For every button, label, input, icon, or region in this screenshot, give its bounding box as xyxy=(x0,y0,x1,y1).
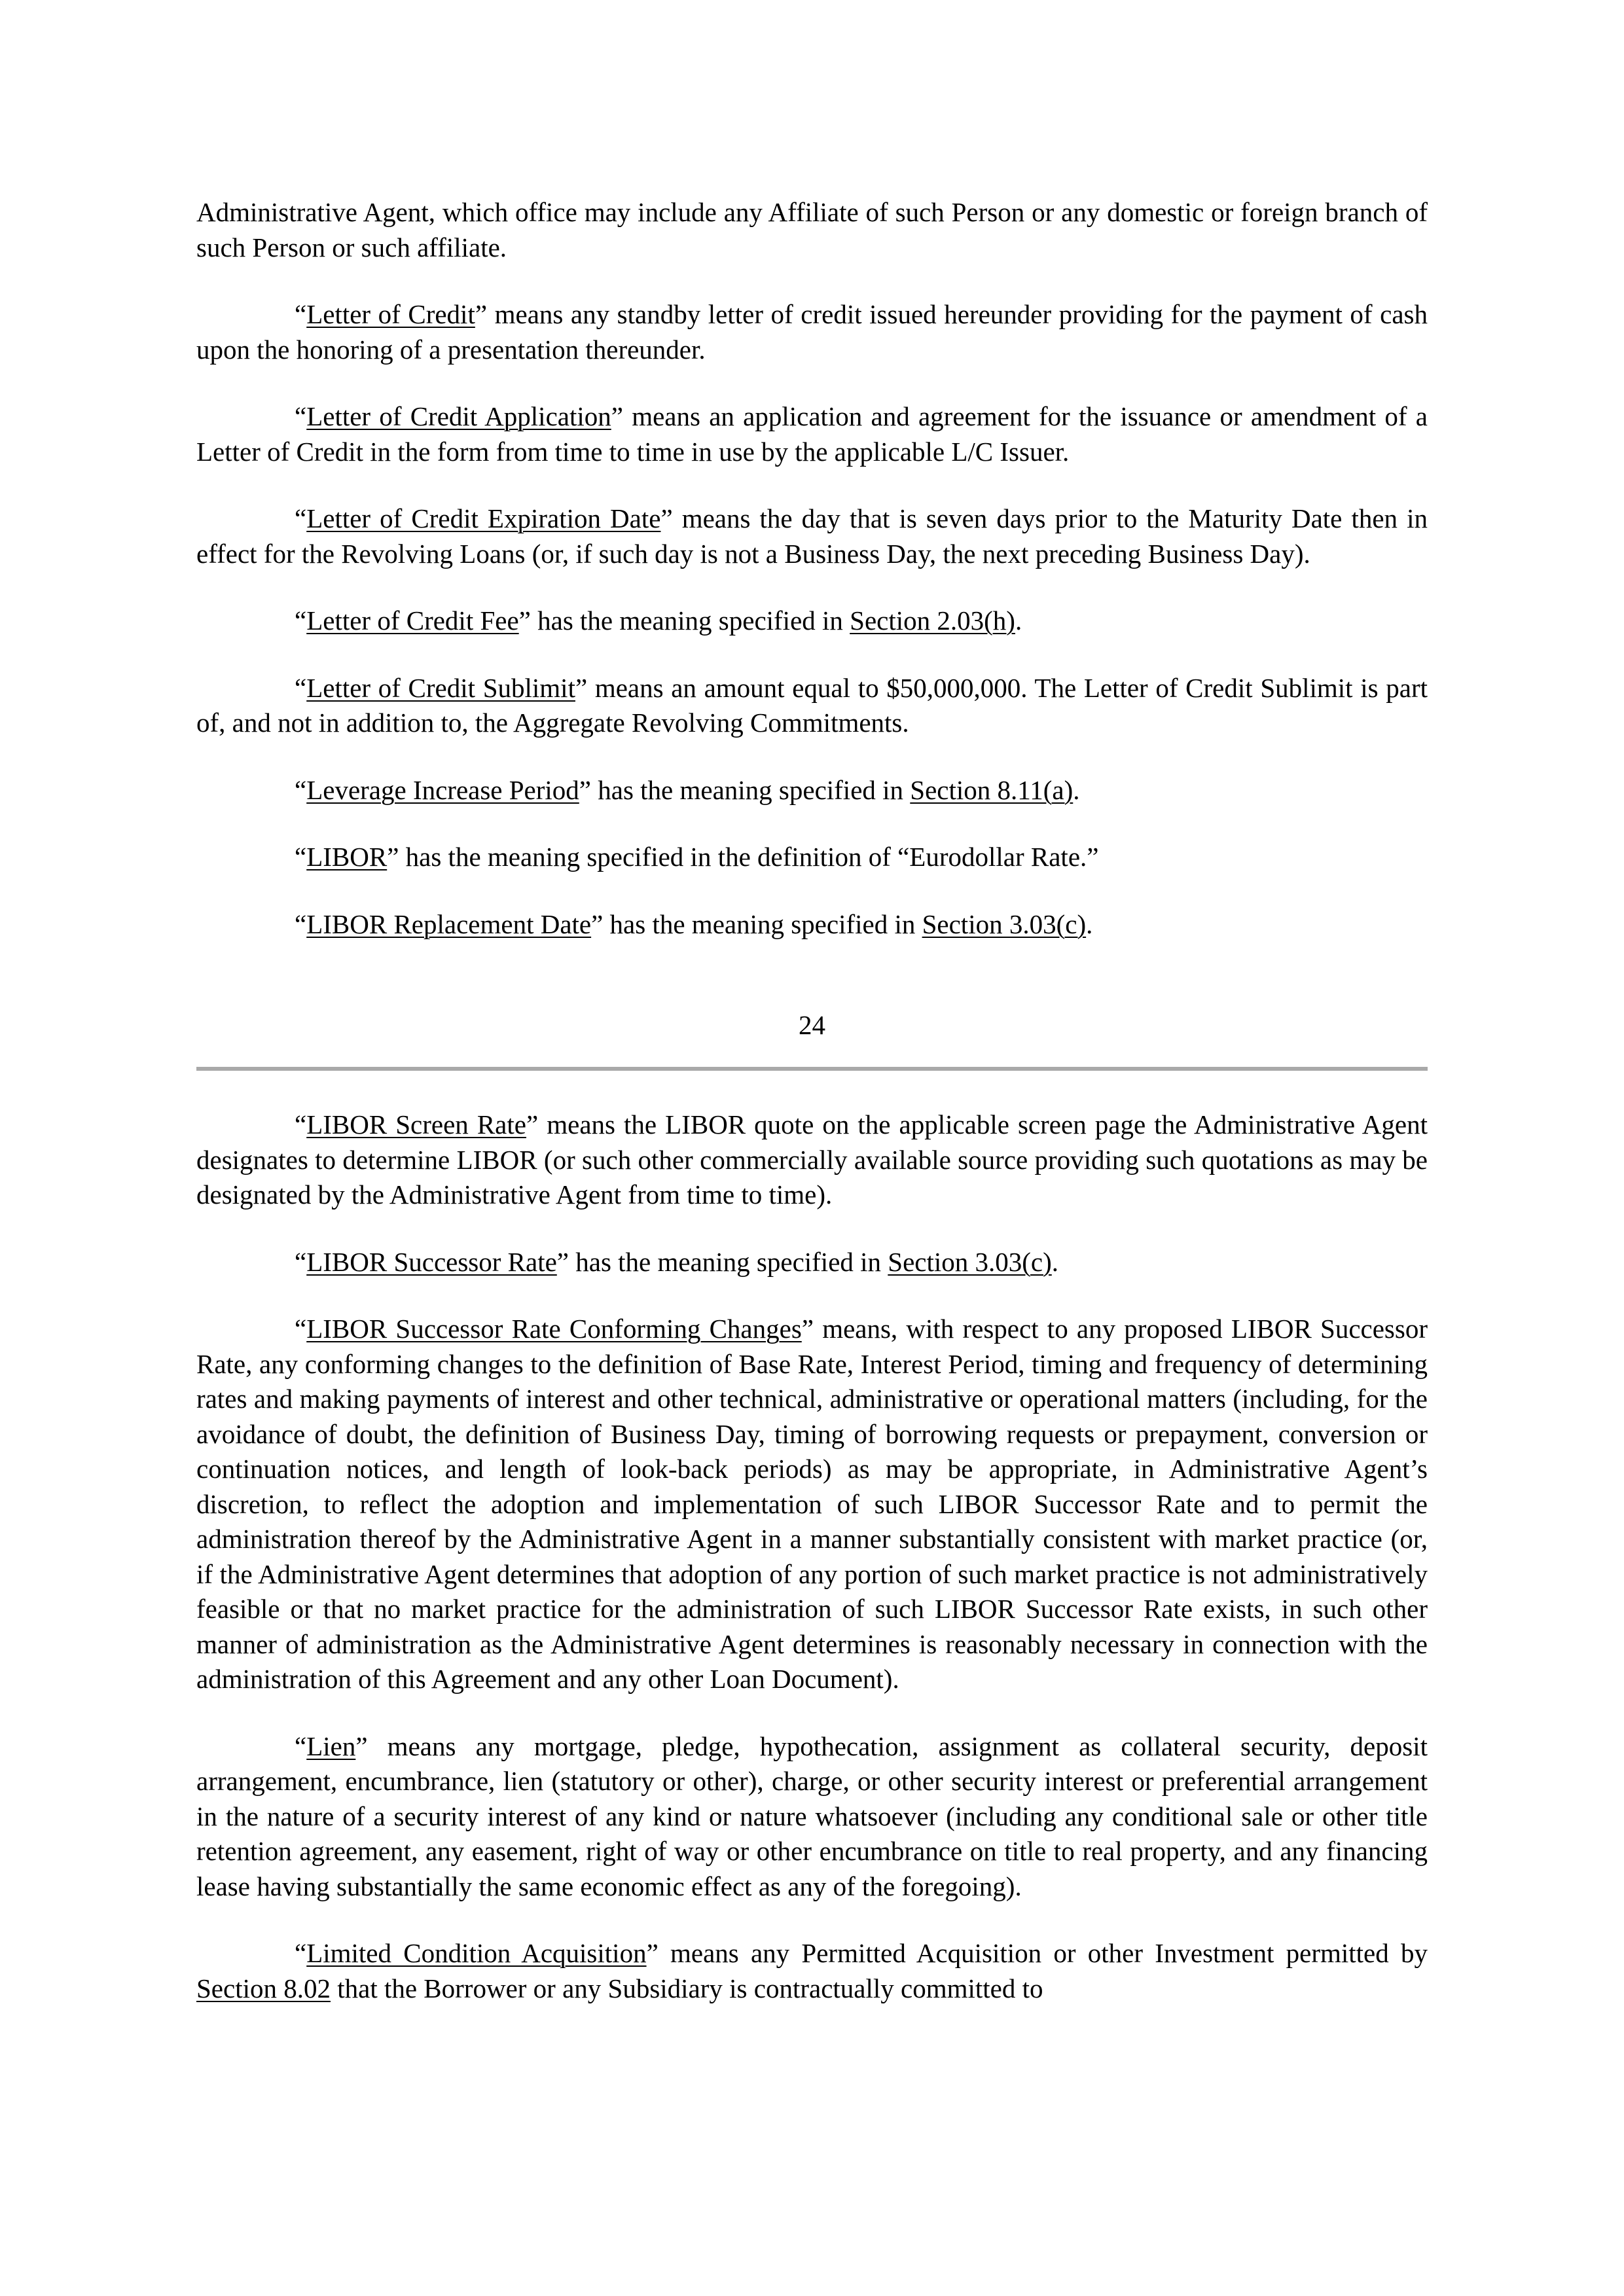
document-page-25 xyxy=(196,1107,1428,2006)
section-reference: Section 8.11(a) xyxy=(910,774,1074,805)
defined-term: LIBOR xyxy=(306,842,388,872)
document-page-24 xyxy=(196,195,1428,942)
definition-lien: “Lien” means any mortgage, pledge, hypothecation, assignment as collateral security, deposit arrangement, encumbrance, lien (statutory or other), charge, or other security interest or preferential arrangement in the nature of a security interest of any kind or nature whatsoever (including any conditional sale or other title retention agreement, any easement, right of way or other encumbrance on title to real property, and any financing lease having substantially the same economic effect as any of the foregoing). xyxy=(196,1731,1428,1901)
section-reference: Section 8.02 xyxy=(196,1973,331,2003)
defined-term: Leverage Increase Period xyxy=(306,774,579,805)
defined-term: Letter of Credit xyxy=(306,299,475,329)
definition-letter-of-credit-sublimit: “Letter of Credit Sublimit” means an amount equal to $50,000,000. The Letter of Credit Sublimit is part of, and not in addition to, the Aggregate Revolving Commitments. xyxy=(196,672,1428,738)
defined-term: Letter of Credit Fee xyxy=(306,605,519,636)
definition-libor-screen-rate: “LIBOR Screen Rate” means the LIBOR quote on the applicable screen page the Administrative Agent designates to determine LIBOR (or such other commercially available source providing such quotations as may be designated by the Administrative Agent from time to time). xyxy=(196,1109,1428,1210)
definition-letter-of-credit-fee: “Letter of Credit Fee” has the meaning specified in Section 2.03(h). xyxy=(295,605,1022,636)
defined-term: LIBOR Successor Rate xyxy=(306,1246,557,1277)
defined-term: LIBOR Screen Rate xyxy=(306,1109,526,1139)
defined-term: Letter of Credit Application xyxy=(306,401,611,431)
definition-libor-successor-rate-conforming-changes: “LIBOR Successor Rate Conforming Changes” means, with respect to any proposed LIBOR Successor Rate, any conforming changes to the definition of Base Rate, Interest Period, timing and frequency of determining rates and making payments of interest and other technical, administrative or operational matters (including, for the avoidance of doubt, the definition of Business Day, timing of borrowing requests or prepayment, conversion or continuation notices, and length of look-back periods) as may be appropriate, in Administrative Agent’s discretion, to reflect the adoption and implementation of such LIBOR Successor Rate and to permit the administration thereof by the Administrative Agent in a manner substantially consistent with market practice (or, if the Administrative Agent determines that adoption of any portion of such market practice is not administratively feasible or that no market practice for the administration of such LIBOR Successor Rate exists, in such other manner of administration as the Administrative Agent determines is reasonably necessary in connection with the administration of this Agreement and any other Loan Document). xyxy=(196,1314,1428,1694)
definition-limited-condition-acquisition: “Limited Condition Acquisition” means any Permitted Acquisition or other Investment permitted by Section 8.02 that the Borrower or any Subsidiary is contractually committed to xyxy=(196,1938,1428,2003)
definition-libor-successor-rate: “LIBOR Successor Rate” has the meaning specified in Section 3.03(c). xyxy=(295,1246,1059,1277)
definition-letter-of-credit-application: “Letter of Credit Application” means an application and agreement for the issuance or amendment of a Letter of Credit in the form from time to time in use by the applicable L/C Issuer. xyxy=(196,401,1428,467)
page-number: 24 xyxy=(799,1010,825,1040)
defined-term: Letter of Credit Sublimit xyxy=(306,672,575,703)
defined-term: Letter of Credit Expiration Date xyxy=(306,503,661,533)
definition-libor: “LIBOR” has the meaning specified in the definition of “Eurodollar Rate.” xyxy=(295,842,1099,872)
definition-letter-of-credit: “Letter of Credit” means any standby letter of credit issued hereunder providing for the payment of cash upon the honoring of a presentation thereunder. xyxy=(196,299,1428,365)
definition-leverage-increase-period: “Leverage Increase Period” has the meaning specified in Section 8.11(a). xyxy=(295,774,1080,805)
section-reference: Section 3.03(c) xyxy=(922,908,1087,939)
definition-letter-of-credit-expiration-date: “Letter of Credit Expiration Date” means the day that is seven days prior to the Maturity Date then in effect for the Revolving Loans (or, if such day is not a Business Day, the next preceding Business Day). xyxy=(196,503,1428,569)
continuation-paragraph: Administrative Agent, which office may include any Affiliate of such Person or any domestic or foreign branch of such Person or such affiliate. xyxy=(196,197,1428,262)
defined-term: Lien xyxy=(306,1731,356,1761)
defined-term: Limited Condition Acquisition xyxy=(306,1938,647,1968)
section-reference: Section 2.03(h) xyxy=(850,605,1015,636)
defined-term: LIBOR Replacement Date xyxy=(306,908,592,939)
section-reference: Section 3.03(c) xyxy=(888,1246,1052,1277)
defined-term: LIBOR Successor Rate Conforming Changes xyxy=(306,1314,802,1344)
page-divider xyxy=(196,1067,1428,1071)
definition-libor-replacement-date: “LIBOR Replacement Date” has the meaning specified in Section 3.03(c). xyxy=(295,908,1093,939)
